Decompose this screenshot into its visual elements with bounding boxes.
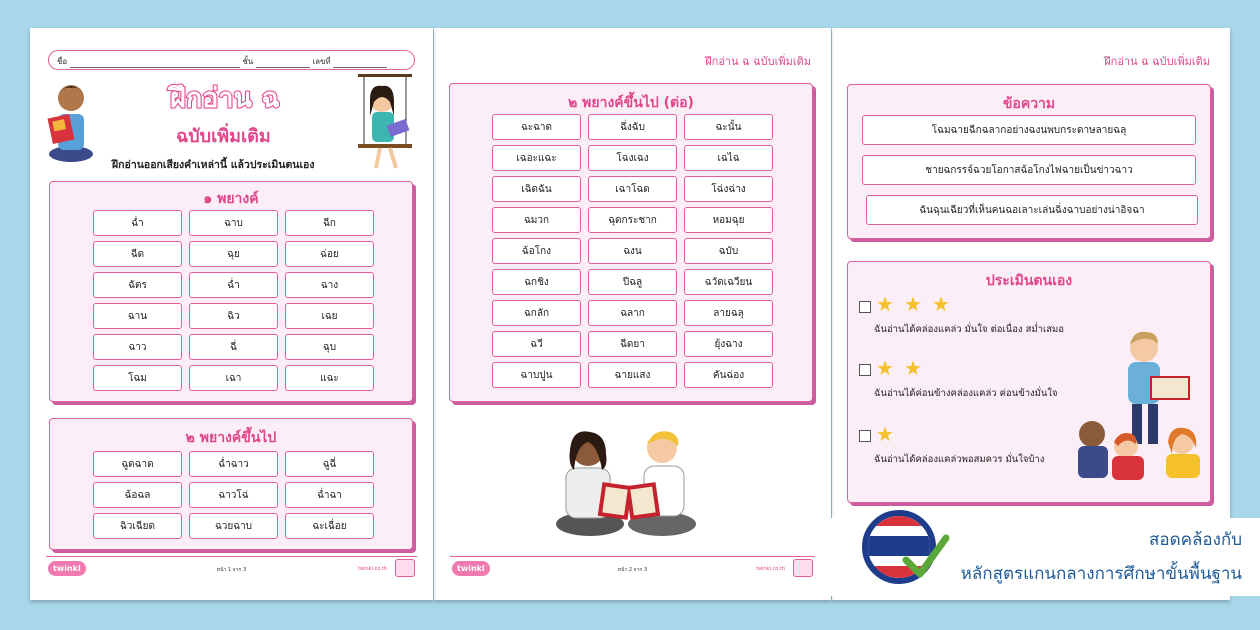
word-card: ฉลาก xyxy=(588,300,677,326)
twinkl-logo: twinkl xyxy=(452,561,490,576)
word-card: ฉวยฉาบ xyxy=(189,513,278,539)
star-icon: ★ xyxy=(932,292,950,316)
word-card: ฉาวโฉ่ xyxy=(189,482,278,508)
word-card: ฉาง xyxy=(285,272,374,298)
class-blank xyxy=(256,60,310,68)
word-card: เฉาโฉด xyxy=(588,176,677,202)
word-card: ฉีด xyxy=(93,241,182,267)
word-card: ฉาว xyxy=(93,334,182,360)
worksheet-subtitle: ฉบับเพิ่มเติม xyxy=(176,126,271,147)
word-card: เฉย xyxy=(285,303,374,329)
word-card: ปีฉลู xyxy=(588,269,677,295)
word-card: ฉงน xyxy=(588,238,677,264)
word-card: ฉวัดเฉวียน xyxy=(684,269,773,295)
name-blank xyxy=(70,60,240,68)
word-card: ฉะเฉื่อย xyxy=(285,513,374,539)
page-footer xyxy=(450,556,815,580)
section-heading: ข้อความ xyxy=(1002,96,1056,112)
word-card: ฉมวก xyxy=(492,207,581,233)
instruction-text: ฝึกอ่านออกเสียงคำเหล่านี้ แล้วประเมินตนเอง xyxy=(112,159,315,171)
twinkl-logo: twinkl xyxy=(48,561,86,576)
word-card: ฉี่ xyxy=(189,334,278,360)
word-card: ฉ่ำ xyxy=(93,210,182,236)
curriculum-badge-icon xyxy=(395,559,415,577)
word-card: ฉกชิง xyxy=(492,269,581,295)
word-card: ฉวี xyxy=(492,331,581,357)
word-card: ฉ่ำฉา xyxy=(285,482,374,508)
word-card: เฉอะแฉะ xyxy=(492,145,581,171)
word-card: คันฉ่อง xyxy=(684,362,773,388)
children-reading-illustration xyxy=(552,426,708,542)
footer-url: twinkl.co.th xyxy=(756,566,785,572)
word-card: ฉุบ xyxy=(285,334,374,360)
page-number: หน้า 2 จาก 3 xyxy=(617,567,648,573)
word-card: ฉุย xyxy=(189,241,278,267)
word-card: ฉ่ำ xyxy=(189,272,278,298)
word-card: ฉีก xyxy=(285,210,374,236)
word-card: ฉ้อฉล xyxy=(93,482,182,508)
word-card: ฉัตร xyxy=(93,272,182,298)
section-heading: ๒ พยางค์ขึ้นไป xyxy=(185,430,277,446)
section-heading: ๑ พยางค์ xyxy=(203,191,259,207)
sentence-item: ฉันฉุนเฉียวที่เห็นคนฉอเลาะเล่นฉิ่งฉาบอย่างน่าอิจฉา xyxy=(866,195,1198,225)
star-icon: ★ xyxy=(904,292,922,316)
sentences-section xyxy=(847,84,1211,239)
word-card: ฉูฉี่ xyxy=(285,451,374,477)
star-icon: ★ xyxy=(876,422,894,446)
one-syllable-section xyxy=(49,181,413,402)
sentence-item: ชายฉกรรจ์ฉวยโอกาสฉ้อโกงไฟฉายเป็นข่าวฉาว xyxy=(862,155,1196,185)
group-reading-illustration xyxy=(1074,326,1204,482)
number-blank xyxy=(333,60,387,68)
curriculum-badge-icon xyxy=(793,559,813,577)
word-card: ฉูดฉาด xyxy=(93,451,182,477)
name-label: ชื่อ xyxy=(57,57,68,66)
word-card: ฉาน xyxy=(93,303,182,329)
girl-on-swing-illustration xyxy=(352,72,418,172)
word-card: เฉา xyxy=(189,365,278,391)
word-card: ลายฉลุ xyxy=(684,300,773,326)
star-icon: ★ xyxy=(876,292,894,316)
word-card: โฉ่งฉ่าง xyxy=(684,176,773,202)
worksheet-title: ฝึกอ่าน ฉ xyxy=(170,83,280,114)
page-number: หน้า 1 จาก 3 xyxy=(216,567,247,573)
word-card: แฉะ xyxy=(285,365,374,391)
word-card: ฉิว xyxy=(189,303,278,329)
assessment-checkbox[interactable] xyxy=(859,301,871,313)
section-heading: ประเมินตนเอง xyxy=(985,273,1073,289)
word-card: เฉิดฉัน xyxy=(492,176,581,202)
word-card: ฉาบปูน xyxy=(492,362,581,388)
page-header: ฝึกอ่าน ฉ ฉบับเพิ่มเติม xyxy=(705,55,811,68)
sentence-item: โฉมฉายฉีกฉลากอย่างฉงนพบกระดาษลายฉลุ xyxy=(862,115,1196,145)
multi-syllable-section xyxy=(49,418,413,550)
self-assessment-section xyxy=(847,261,1211,503)
word-card: ฉ่อย xyxy=(285,241,374,267)
assessment-text: ฉันอ่านได้ค่อนข้างคล่องแคล่ว ค่อนข้างมั่นใจ xyxy=(874,388,1058,399)
word-card: ฉกลัก xyxy=(492,300,581,326)
boy-reading-illustration xyxy=(46,76,96,164)
page-footer xyxy=(46,556,417,580)
word-card: ฉะนั้น xyxy=(684,114,773,140)
word-card: โฉม xyxy=(93,365,182,391)
word-card: ฉึ่งฉับ xyxy=(588,114,677,140)
word-card: ฉบับ xyxy=(684,238,773,264)
word-card: ฉายแสง xyxy=(588,362,677,388)
number-label: เลขที่ xyxy=(312,57,331,66)
word-card: เฉไฉ xyxy=(684,145,773,171)
multi-syllable-continued-section xyxy=(449,83,813,402)
footer-url: twinkl.co.th xyxy=(358,566,387,572)
word-card: ฉิวเฉียด xyxy=(93,513,182,539)
curriculum-banner xyxy=(828,518,1260,596)
star-icon: ★ xyxy=(904,356,922,380)
student-info-row xyxy=(48,50,415,70)
worksheet-page-2 xyxy=(434,28,831,600)
banner-line-2: หลักสูตรแกนกลางการศึกษาขั้นพื้นฐาน xyxy=(960,564,1242,584)
word-card: ยุ้งฉาง xyxy=(684,331,773,357)
assessment-checkbox[interactable] xyxy=(859,430,871,442)
page-header: ฝึกอ่าน ฉ ฉบับเพิ่มเติม xyxy=(1104,55,1210,68)
word-card: หอมฉุย xyxy=(684,207,773,233)
section-heading: ๒ พยางค์ขึ้นไป (ต่อ) xyxy=(568,95,694,111)
checkmark-icon xyxy=(900,532,950,582)
class-label: ชั้น xyxy=(242,57,254,66)
word-card: ฉุดกระชาก xyxy=(588,207,677,233)
word-card: ฉีดยา xyxy=(588,331,677,357)
assessment-text: ฉันอ่านได้คล่องแคล่ว มั่นใจ ต่อเนื่อง สม่ำเสมอ xyxy=(874,324,1064,335)
worksheet-page-1 xyxy=(30,28,433,600)
banner-line-1: สอดคล้องกับ xyxy=(1148,530,1242,550)
word-card: ฉ้อโกง xyxy=(492,238,581,264)
star-icon: ★ xyxy=(876,356,894,380)
word-card: ฉาบ xyxy=(189,210,278,236)
word-card: โฉงเฉง xyxy=(588,145,677,171)
word-card: ฉ่ำฉาว xyxy=(189,451,278,477)
assessment-text: ฉันอ่านได้คล่องแคล่วพอสมควร มั่นใจบ้าง xyxy=(874,454,1045,465)
word-card: ฉะฉาด xyxy=(492,114,581,140)
assessment-checkbox[interactable] xyxy=(859,364,871,376)
